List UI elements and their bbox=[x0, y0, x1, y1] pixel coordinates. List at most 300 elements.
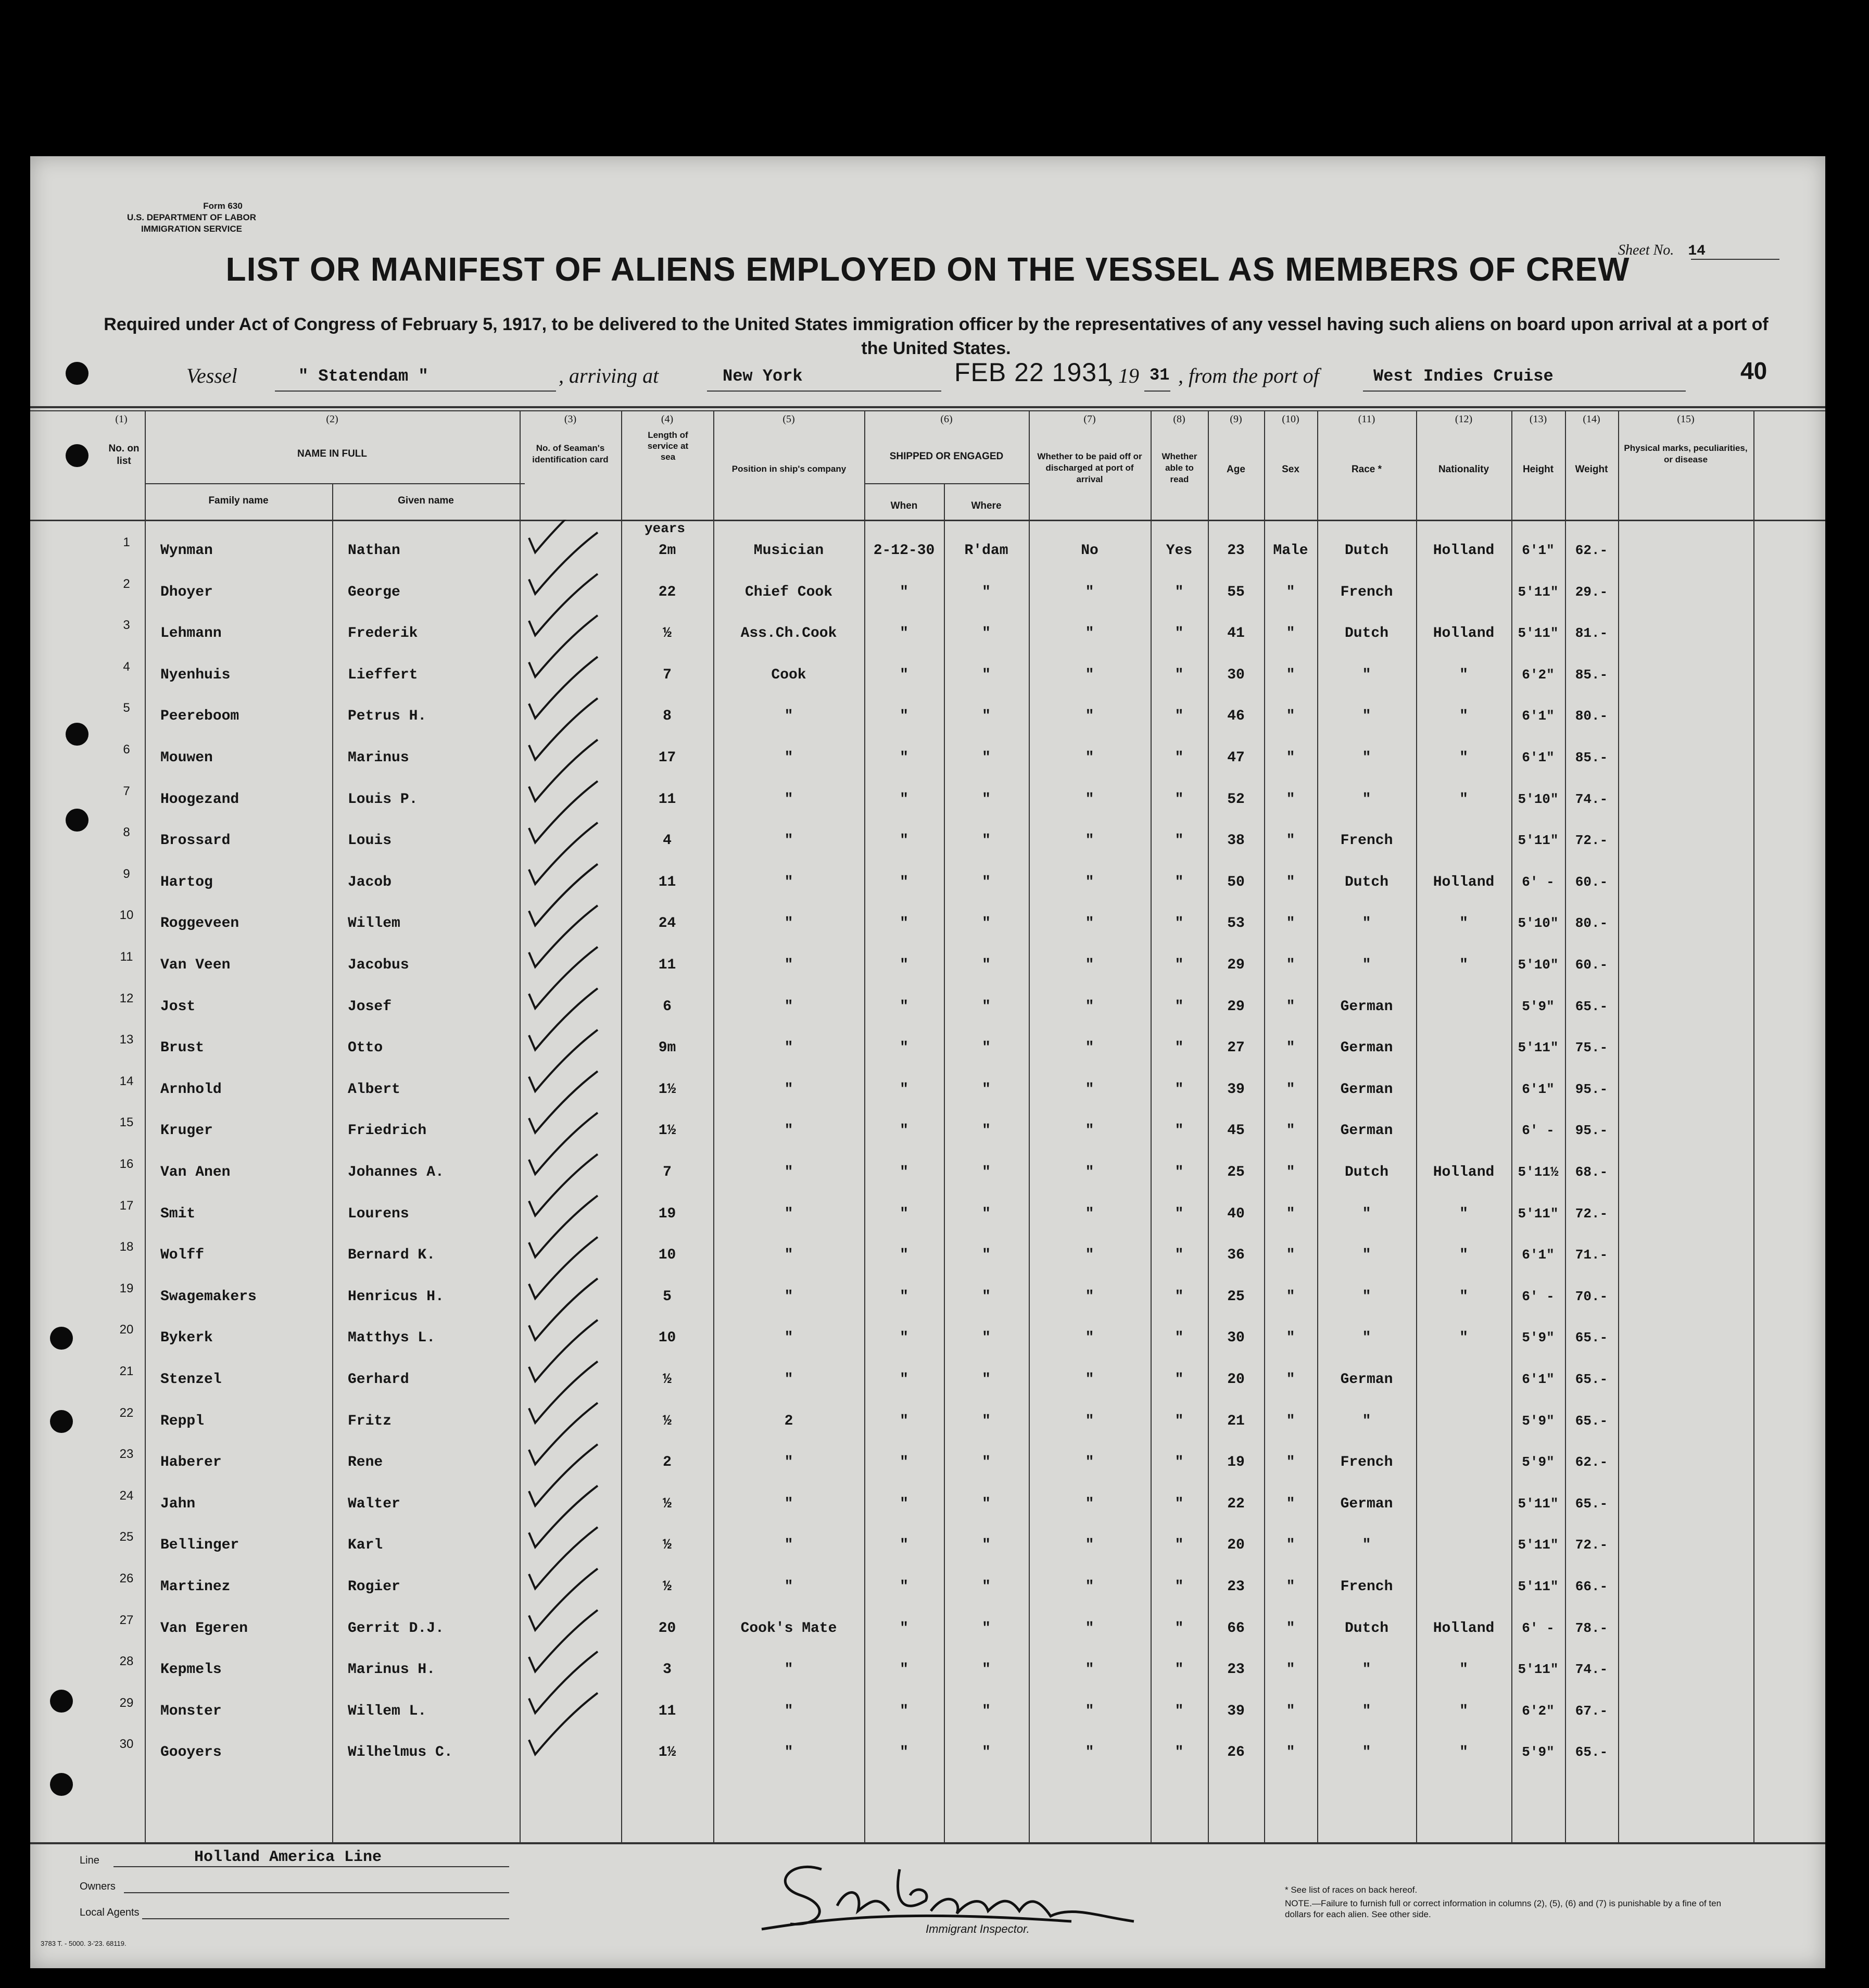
cell-height: 5'10" bbox=[1518, 957, 1559, 973]
cell-weight: 75.- bbox=[1575, 1040, 1608, 1056]
cell-no: 17 bbox=[119, 1198, 134, 1213]
cell-height: 5'11" bbox=[1518, 1662, 1559, 1678]
cell-family: Wynman bbox=[160, 543, 213, 559]
cell-nat: " bbox=[1459, 708, 1468, 725]
cell-read: " bbox=[1175, 1123, 1184, 1139]
check-mark bbox=[529, 988, 598, 1050]
col-num-7: (7) bbox=[1083, 413, 1096, 425]
col-line bbox=[1618, 410, 1619, 1842]
cell-paid: No bbox=[1081, 543, 1098, 559]
check-mark bbox=[529, 1693, 598, 1754]
cell-family: Gooyers bbox=[160, 1744, 222, 1761]
cell-height: 6'1" bbox=[1522, 1247, 1555, 1263]
years-label: years bbox=[645, 521, 686, 536]
cell-no: 14 bbox=[119, 1074, 134, 1088]
cell-position: " bbox=[784, 833, 793, 849]
col-num-6: (6) bbox=[940, 413, 953, 425]
cell-nat: " bbox=[1459, 1662, 1468, 1678]
cell-where: " bbox=[982, 1662, 991, 1678]
cell-no: 19 bbox=[119, 1281, 134, 1295]
page-title: LIST OR MANIFEST OF ALIENS EMPLOYED ON THE VESSEL AS MEMBERS OF CREW bbox=[225, 250, 1630, 288]
cell-service: ½ bbox=[663, 1372, 672, 1388]
cell-where: " bbox=[982, 1703, 991, 1719]
cell-position: " bbox=[784, 1288, 793, 1305]
cell-age: 23 bbox=[1227, 1579, 1245, 1595]
cell-sex: " bbox=[1286, 1744, 1295, 1761]
cell-race: Dutch bbox=[1344, 874, 1388, 890]
cell-given: Lourens bbox=[348, 1205, 409, 1222]
cell-height: 6'1" bbox=[1522, 1372, 1555, 1387]
cell-nat: " bbox=[1459, 666, 1468, 683]
cell-service: 1½ bbox=[658, 1123, 676, 1139]
col-num-5: (5) bbox=[782, 413, 795, 425]
cell-service: 11 bbox=[658, 791, 676, 808]
cell-weight: 60.- bbox=[1575, 874, 1608, 890]
cell-no: 4 bbox=[123, 659, 130, 674]
cell-height: 6'1" bbox=[1522, 750, 1555, 765]
cell-race: " bbox=[1362, 791, 1371, 808]
footer-agents-underline bbox=[142, 1918, 509, 1919]
cell-race: " bbox=[1362, 1662, 1371, 1678]
cell-when: " bbox=[900, 1620, 908, 1637]
cell-age: 26 bbox=[1227, 1744, 1245, 1761]
cell-sex: " bbox=[1286, 957, 1295, 973]
hdr-no-on-list: No. on list bbox=[108, 443, 140, 467]
check-mark bbox=[529, 657, 598, 718]
footer-agents-label: Local Agents bbox=[80, 1907, 140, 1918]
cell-paid: " bbox=[1085, 1123, 1094, 1139]
cell-race: " bbox=[1362, 1288, 1371, 1305]
cell-weight: 65.- bbox=[1575, 998, 1608, 1014]
col-num-15: (15) bbox=[1677, 413, 1695, 425]
cell-age: 39 bbox=[1227, 1703, 1245, 1719]
hdr-nationality: Nationality bbox=[1438, 464, 1489, 475]
cell-race: French bbox=[1340, 1579, 1393, 1595]
cell-when: " bbox=[900, 874, 908, 890]
cell-when: " bbox=[900, 1413, 908, 1429]
cell-paid: " bbox=[1085, 1662, 1094, 1678]
cell-age: 30 bbox=[1227, 666, 1245, 683]
cell-no: 13 bbox=[119, 1033, 134, 1047]
cell-given: Josef bbox=[348, 998, 392, 1015]
cell-nat: " bbox=[1459, 915, 1468, 932]
cell-position: " bbox=[784, 1040, 793, 1056]
hdr-family-name: Family name bbox=[208, 495, 269, 506]
cell-read: " bbox=[1175, 1205, 1184, 1222]
cell-nat: Holland bbox=[1433, 1620, 1495, 1637]
col-num-11: (11) bbox=[1358, 413, 1375, 425]
cell-paid: " bbox=[1085, 625, 1094, 642]
cell-family: Jahn bbox=[160, 1495, 196, 1512]
cell-service: 10 bbox=[658, 1330, 676, 1347]
cell-height: 6' - bbox=[1522, 1123, 1555, 1139]
cell-height: 5'10" bbox=[1518, 791, 1559, 807]
hdr-given-name: Given name bbox=[398, 495, 454, 506]
cell-race: German bbox=[1340, 1040, 1393, 1056]
cell-height: 6'1" bbox=[1522, 1081, 1555, 1097]
cell-read: " bbox=[1175, 1495, 1184, 1512]
cell-sex: " bbox=[1286, 1330, 1295, 1347]
cell-weight: 85.- bbox=[1575, 750, 1608, 765]
cell-family: Stenzel bbox=[160, 1372, 222, 1388]
cell-weight: 72.- bbox=[1575, 1205, 1608, 1222]
cell-service: 20 bbox=[658, 1620, 676, 1637]
cell-when: " bbox=[900, 1164, 908, 1180]
cell-weight: 29.- bbox=[1575, 584, 1608, 600]
cell-position: Chief Cook bbox=[744, 584, 833, 600]
cell-no: 6 bbox=[123, 743, 130, 757]
check-mark bbox=[529, 864, 598, 925]
cell-height: 6' - bbox=[1522, 1288, 1555, 1304]
cell-height: 6' - bbox=[1522, 1620, 1555, 1636]
cell-height: 5'11" bbox=[1518, 584, 1559, 600]
col-num-9: (9) bbox=[1230, 413, 1242, 425]
cell-sex: " bbox=[1286, 1247, 1295, 1264]
cell-height: 5'9" bbox=[1522, 1744, 1555, 1760]
cell-where: " bbox=[982, 1372, 991, 1388]
cell-where: " bbox=[982, 1247, 991, 1264]
cell-when: " bbox=[900, 1205, 908, 1222]
cell-position: " bbox=[784, 708, 793, 725]
footer-line-label: Line bbox=[80, 1855, 99, 1866]
cell-position: " bbox=[784, 1330, 793, 1347]
cell-where: " bbox=[982, 874, 991, 890]
cell-weight: 95.- bbox=[1575, 1081, 1608, 1097]
cell-no: 7 bbox=[123, 784, 130, 798]
cell-position: " bbox=[784, 750, 793, 766]
cell-paid: " bbox=[1085, 1288, 1094, 1305]
cell-given: Willem bbox=[348, 915, 400, 932]
cell-age: 52 bbox=[1227, 791, 1245, 808]
cell-age: 27 bbox=[1227, 1040, 1245, 1056]
cell-read: " bbox=[1175, 1620, 1184, 1637]
cell-race: Dutch bbox=[1344, 543, 1388, 559]
cell-paid: " bbox=[1085, 1164, 1094, 1180]
hdr-where: Where bbox=[971, 500, 1002, 511]
cell-paid: " bbox=[1085, 708, 1094, 725]
check-mark bbox=[529, 1610, 598, 1671]
cell-age: 25 bbox=[1227, 1164, 1245, 1180]
cell-position: Cook bbox=[771, 666, 806, 683]
cell-height: 5'9" bbox=[1522, 998, 1555, 1014]
cell-service: ½ bbox=[663, 1495, 672, 1512]
cell-weight: 85.- bbox=[1575, 666, 1608, 683]
cell-when: " bbox=[900, 833, 908, 849]
cell-weight: 78.- bbox=[1575, 1620, 1608, 1636]
cell-when: " bbox=[900, 957, 908, 973]
cell-read: " bbox=[1175, 1040, 1184, 1056]
cell-sex: " bbox=[1286, 708, 1295, 725]
cell-read: " bbox=[1175, 1537, 1184, 1554]
footer-line-value: Holland America Line bbox=[194, 1848, 382, 1866]
date-stamp: FEB 22 1931 bbox=[954, 358, 1112, 387]
cell-nat: " bbox=[1459, 1330, 1468, 1347]
cell-race: " bbox=[1362, 1205, 1371, 1222]
cell-where: " bbox=[982, 1288, 991, 1305]
check-mark bbox=[529, 1569, 598, 1630]
cell-no: 15 bbox=[119, 1115, 134, 1130]
cell-height: 5'11" bbox=[1518, 1495, 1559, 1512]
check-mark bbox=[529, 1030, 598, 1091]
cell-paid: " bbox=[1085, 998, 1094, 1015]
cell-no: 12 bbox=[119, 991, 134, 1005]
cell-age: 30 bbox=[1227, 1330, 1245, 1347]
cell-weight: 65.- bbox=[1575, 1744, 1608, 1760]
cell-nat: Holland bbox=[1433, 874, 1495, 890]
col-num-3: (3) bbox=[564, 413, 577, 425]
cell-no: 30 bbox=[119, 1737, 134, 1752]
cell-race: " bbox=[1362, 1744, 1371, 1761]
cell-weight: 74.- bbox=[1575, 791, 1608, 807]
cell-nat: Holland bbox=[1433, 543, 1495, 559]
cell-where: " bbox=[982, 998, 991, 1015]
cell-where: " bbox=[982, 1454, 991, 1471]
cell-nat: Holland bbox=[1433, 625, 1495, 642]
cell-where: " bbox=[982, 915, 991, 932]
cell-read: " bbox=[1175, 791, 1184, 808]
hdr-position: Position in ship's company bbox=[731, 464, 847, 474]
hdr-weight: Weight bbox=[1575, 464, 1608, 475]
cell-service: 11 bbox=[658, 1703, 676, 1719]
cell-race: " bbox=[1362, 1703, 1371, 1719]
check-mark bbox=[529, 520, 598, 552]
voyage-line bbox=[186, 358, 1748, 395]
check-mark bbox=[529, 1444, 598, 1506]
check-mark bbox=[529, 1154, 598, 1216]
cell-family: Jost bbox=[160, 998, 196, 1015]
cell-service: 6 bbox=[663, 998, 672, 1015]
cell-service: 5 bbox=[663, 1288, 672, 1305]
cell-family: Kruger bbox=[160, 1123, 213, 1139]
cell-weight: 80.- bbox=[1575, 708, 1608, 724]
cell-read: " bbox=[1175, 1288, 1184, 1305]
cell-weight: 60.- bbox=[1575, 957, 1608, 973]
hdr-seaman-card: No. of Seaman's identification card bbox=[532, 443, 609, 464]
cell-sex: " bbox=[1286, 1579, 1295, 1595]
service: IMMIGRATION SERVICE bbox=[141, 224, 242, 234]
cell-where: " bbox=[982, 584, 991, 600]
cell-weight: 67.- bbox=[1575, 1703, 1608, 1719]
cell-nat: " bbox=[1459, 1703, 1468, 1719]
cell-race: German bbox=[1340, 1495, 1393, 1512]
name-sub-rule bbox=[145, 483, 525, 484]
cell-read: " bbox=[1175, 1579, 1184, 1595]
cell-height: 5'10" bbox=[1518, 915, 1559, 932]
cell-weight: 65.- bbox=[1575, 1413, 1608, 1429]
cell-service: 4 bbox=[663, 833, 672, 849]
col-num-13: (13) bbox=[1529, 413, 1547, 425]
cell-when: " bbox=[900, 998, 908, 1015]
cell-weight: 80.- bbox=[1575, 915, 1608, 932]
cell-age: 20 bbox=[1227, 1372, 1245, 1388]
cell-no: 24 bbox=[119, 1488, 134, 1503]
cell-service: ½ bbox=[663, 1579, 672, 1595]
hdr-sex: Sex bbox=[1282, 464, 1299, 475]
form-number: Form 630 bbox=[203, 201, 243, 211]
check-mark bbox=[529, 740, 598, 801]
sheet-value: 14 bbox=[1688, 243, 1706, 259]
vessel-label: Vessel bbox=[186, 364, 237, 387]
cell-age: 29 bbox=[1227, 957, 1245, 973]
cell-paid: " bbox=[1085, 750, 1094, 766]
cell-weight: 95.- bbox=[1575, 1123, 1608, 1139]
cell-position: " bbox=[784, 1372, 793, 1388]
col-num-12: (12) bbox=[1455, 413, 1473, 425]
note-fine: NOTE.—Failure to furnish full or correct information in columns (2), (5), (6) and (7) is punishable by a fine of ten dollars for each alien. See other side. bbox=[1285, 1898, 1722, 1919]
cell-position: " bbox=[784, 791, 793, 808]
cell-no: 20 bbox=[119, 1323, 134, 1337]
cell-position: " bbox=[784, 1205, 793, 1222]
inspector-label: Immigrant Inspector. bbox=[926, 1922, 1030, 1935]
cell-given: Rogier bbox=[348, 1579, 400, 1595]
cell-sex: " bbox=[1286, 1372, 1295, 1388]
col-line bbox=[1753, 410, 1754, 1842]
cell-given: Gerrit D.J. bbox=[348, 1620, 444, 1637]
cell-read: " bbox=[1175, 1744, 1184, 1761]
cell-sex: " bbox=[1286, 1123, 1295, 1139]
cell-family: Brossard bbox=[160, 833, 231, 849]
header-bottom-rule bbox=[30, 520, 1825, 521]
cell-when: " bbox=[900, 1372, 908, 1388]
cell-no: 18 bbox=[119, 1240, 134, 1254]
cell-given: Matthys L. bbox=[348, 1330, 436, 1347]
cell-when: " bbox=[900, 584, 908, 600]
hdr-shipped: SHIPPED OR ENGAGED bbox=[889, 451, 1004, 462]
cell-when: 2-12-30 bbox=[873, 543, 935, 559]
cell-family: Roggeveen bbox=[160, 915, 239, 932]
check-mark bbox=[529, 1486, 598, 1547]
cell-where: " bbox=[982, 1620, 991, 1637]
cell-race: German bbox=[1340, 998, 1393, 1015]
manifest-page bbox=[30, 156, 1825, 1968]
cell-height: 5'11" bbox=[1518, 625, 1559, 641]
cell-family: Peereboom bbox=[160, 708, 239, 725]
cell-paid: " bbox=[1085, 957, 1094, 973]
cell-age: 36 bbox=[1227, 1247, 1245, 1264]
cell-age: 22 bbox=[1227, 1495, 1245, 1512]
cell-family: Reppl bbox=[160, 1413, 205, 1429]
cell-when: " bbox=[900, 1537, 908, 1554]
cell-weight: 66.- bbox=[1575, 1579, 1608, 1594]
check-mark bbox=[529, 615, 598, 677]
cell-read: " bbox=[1175, 915, 1184, 932]
col-num-2: (2) bbox=[326, 413, 338, 425]
cell-weight: 72.- bbox=[1575, 1537, 1608, 1553]
cell-height: 6'2" bbox=[1522, 666, 1555, 683]
cell-read: " bbox=[1175, 1247, 1184, 1264]
cell-sex: " bbox=[1286, 1620, 1295, 1637]
cell-position: " bbox=[784, 1537, 793, 1554]
cell-family: Brust bbox=[160, 1040, 205, 1056]
check-mark bbox=[529, 1113, 598, 1174]
cell-family: Swagemakers bbox=[160, 1288, 257, 1305]
footer-owners-label: Owners bbox=[80, 1881, 116, 1892]
cell-paid: " bbox=[1085, 915, 1094, 932]
cell-sex: " bbox=[1286, 1288, 1295, 1305]
cell-race: German bbox=[1340, 1372, 1393, 1388]
cell-service: 2 bbox=[663, 1454, 672, 1471]
cell-service: 2m bbox=[658, 543, 676, 559]
hdr-age: Age bbox=[1227, 464, 1245, 475]
cell-weight: 68.- bbox=[1575, 1164, 1608, 1180]
arriving-port: New York bbox=[723, 367, 803, 386]
cell-given: Marinus H. bbox=[348, 1662, 436, 1678]
cell-sex: " bbox=[1286, 1040, 1295, 1056]
cell-where: " bbox=[982, 1413, 991, 1429]
cell-no: 23 bbox=[119, 1447, 134, 1462]
cell-weight: 74.- bbox=[1575, 1662, 1608, 1678]
cell-where: R'dam bbox=[964, 543, 1008, 559]
cell-where: " bbox=[982, 833, 991, 849]
cell-family: Dhoyer bbox=[160, 584, 213, 600]
cell-family: Van Anen bbox=[160, 1164, 231, 1180]
cell-when: " bbox=[900, 1579, 908, 1595]
cell-given: Albert bbox=[348, 1081, 400, 1098]
cell-given: Jacob bbox=[348, 874, 392, 890]
cell-service: 9m bbox=[658, 1040, 676, 1056]
cell-age: 39 bbox=[1227, 1081, 1245, 1098]
form-header bbox=[108, 200, 275, 235]
page-number: 40 bbox=[1740, 357, 1767, 384]
cell-age: 23 bbox=[1227, 1662, 1245, 1678]
cell-service: 22 bbox=[658, 584, 676, 600]
cell-height: 5'11½ bbox=[1518, 1164, 1559, 1180]
cell-position: " bbox=[784, 874, 793, 890]
cell-read: " bbox=[1175, 998, 1184, 1015]
cell-when: " bbox=[900, 1744, 908, 1761]
cell-race: " bbox=[1362, 750, 1371, 766]
cell-when: " bbox=[900, 1454, 908, 1471]
cell-given: Marinus bbox=[348, 750, 409, 766]
hdr-paid-off: Whether to be paid off or discharged at port of arrival bbox=[1037, 451, 1142, 484]
cell-read: " bbox=[1175, 957, 1184, 973]
table-top-rule bbox=[30, 406, 1825, 408]
cell-where: " bbox=[982, 957, 991, 973]
check-mark bbox=[529, 1278, 598, 1340]
cell-no: 22 bbox=[119, 1405, 134, 1420]
col-line bbox=[332, 483, 333, 1842]
cell-paid: " bbox=[1085, 1330, 1094, 1347]
cell-read: " bbox=[1175, 833, 1184, 849]
cell-nat: " bbox=[1459, 750, 1468, 766]
cell-weight: 62.- bbox=[1575, 1454, 1608, 1470]
hdr-when: When bbox=[890, 500, 918, 511]
footer-line-underline bbox=[113, 1866, 509, 1867]
check-mark bbox=[529, 823, 598, 884]
cell-read: " bbox=[1175, 750, 1184, 766]
cell-position: " bbox=[784, 1454, 793, 1471]
cell-no: 10 bbox=[119, 908, 134, 923]
cell-no: 27 bbox=[119, 1613, 134, 1627]
from-label: , from the port of bbox=[1178, 364, 1319, 387]
check-mark bbox=[529, 1652, 598, 1713]
cell-paid: " bbox=[1085, 1744, 1094, 1761]
cell-paid: " bbox=[1085, 666, 1094, 683]
cell-no: 3 bbox=[123, 618, 130, 633]
cell-height: 6'1" bbox=[1522, 708, 1555, 724]
cell-position: Ass.Ch.Cook bbox=[740, 625, 837, 642]
cell-given: Louis P. bbox=[348, 791, 418, 808]
cell-service: 7 bbox=[663, 1164, 672, 1180]
cell-no: 26 bbox=[119, 1571, 134, 1586]
cell-service: 7 bbox=[663, 666, 672, 683]
cell-no: 16 bbox=[119, 1157, 134, 1171]
arriving-underline bbox=[707, 391, 941, 392]
cell-given: George bbox=[348, 584, 400, 600]
cell-sex: " bbox=[1286, 1164, 1295, 1180]
cell-service: ½ bbox=[663, 1413, 672, 1429]
cell-given: Bernard K. bbox=[348, 1247, 436, 1264]
